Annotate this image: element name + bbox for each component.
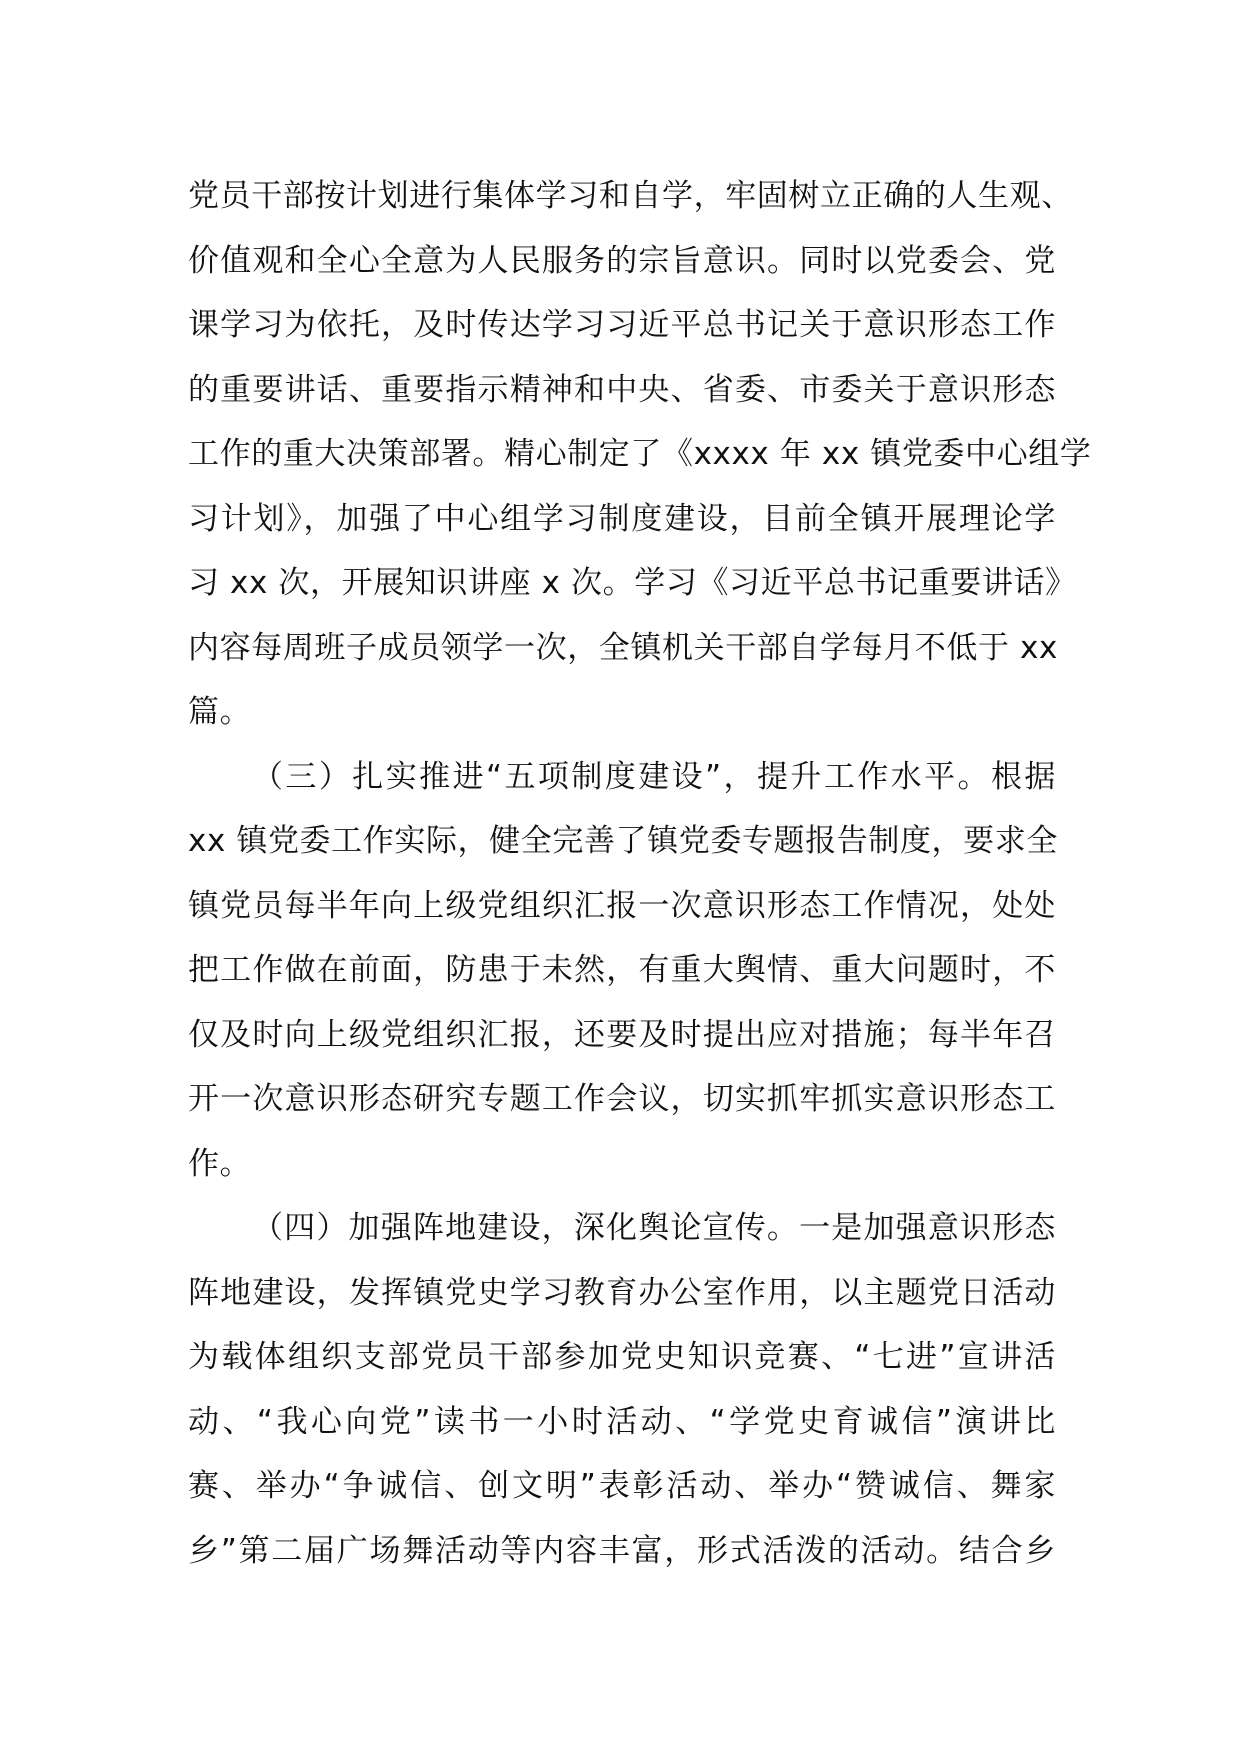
text-line: 仅及时向上级党组织汇报，还要及时提出应对措施；每半年召 [188,1016,1056,1053]
text-line: 的重要讲话、重要指示精神和中央、省委、市委关于意识形态 [188,371,1056,408]
document-body [188,164,1092,1583]
text-line: xx 镇党委工作实际，健全完善了镇党委专题报告制度，要求全 [188,823,1058,859]
text-line: 赛、举办“争诚信、创文明”表彰活动、举办“赞诚信、舞家 [188,1468,1056,1504]
paragraph-heading-line: （三）扎实推进“五项制度建设”，提升工作水平。根据 [252,758,1056,795]
text-line: 为载体组织支部党员干部参加党史知识竞赛、“七进”宣讲活 [188,1339,1056,1375]
text-line: 习 xx 次，开展知识讲座 x 次。学习《习近平总书记重要讲话》 [188,565,1077,601]
text-line: 作。 [188,1145,252,1182]
text-line: 工作的重大决策部署。精心制定了《xxxx 年 xx 镇党委中心组学 [188,436,1092,472]
text-line: 内容每周班子成员领学一次，全镇机关干部自学每月不低于 xx [188,629,1058,666]
paragraph-heading-line: （四）加强阵地建设，深化舆论宣传。一是加强意识形态 [252,1210,1056,1246]
text-line: 镇党员每半年向上级党组织汇报一次意识形态工作情况，处处 [188,887,1056,924]
text-line: 乡”第二届广场舞活动等内容丰富，形式活泼的活动。结合乡 [188,1532,1056,1569]
text-line: 动、“我心向党”读书一小时活动、“学党史育诚信”演讲比 [188,1403,1056,1440]
text-line: 篇。 [188,694,252,730]
text-line: 课学习为依托，及时传达学习习近平总书记关于意识形态工作 [188,307,1056,343]
text-line: 党员干部按计划进行集体学习和自学，牢固树立正确的人生观、 [188,178,1073,214]
text-line: 把工作做在前面，防患于未然，有重大舆情、重大问题时，不 [188,952,1056,988]
text-line: 开一次意识形态研究专题工作会议，切实抓牢抓实意识形态工 [188,1081,1056,1117]
text-line: 价值观和全心全意为人民服务的宗旨意识。同时以党委会、党 [188,242,1056,279]
text-line: 阵地建设，发挥镇党史学习教育办公室作用，以主题党日活动 [188,1274,1056,1311]
text-line: 习计划》，加强了中心组学习制度建设，目前全镇开展理论学 [188,500,1056,537]
